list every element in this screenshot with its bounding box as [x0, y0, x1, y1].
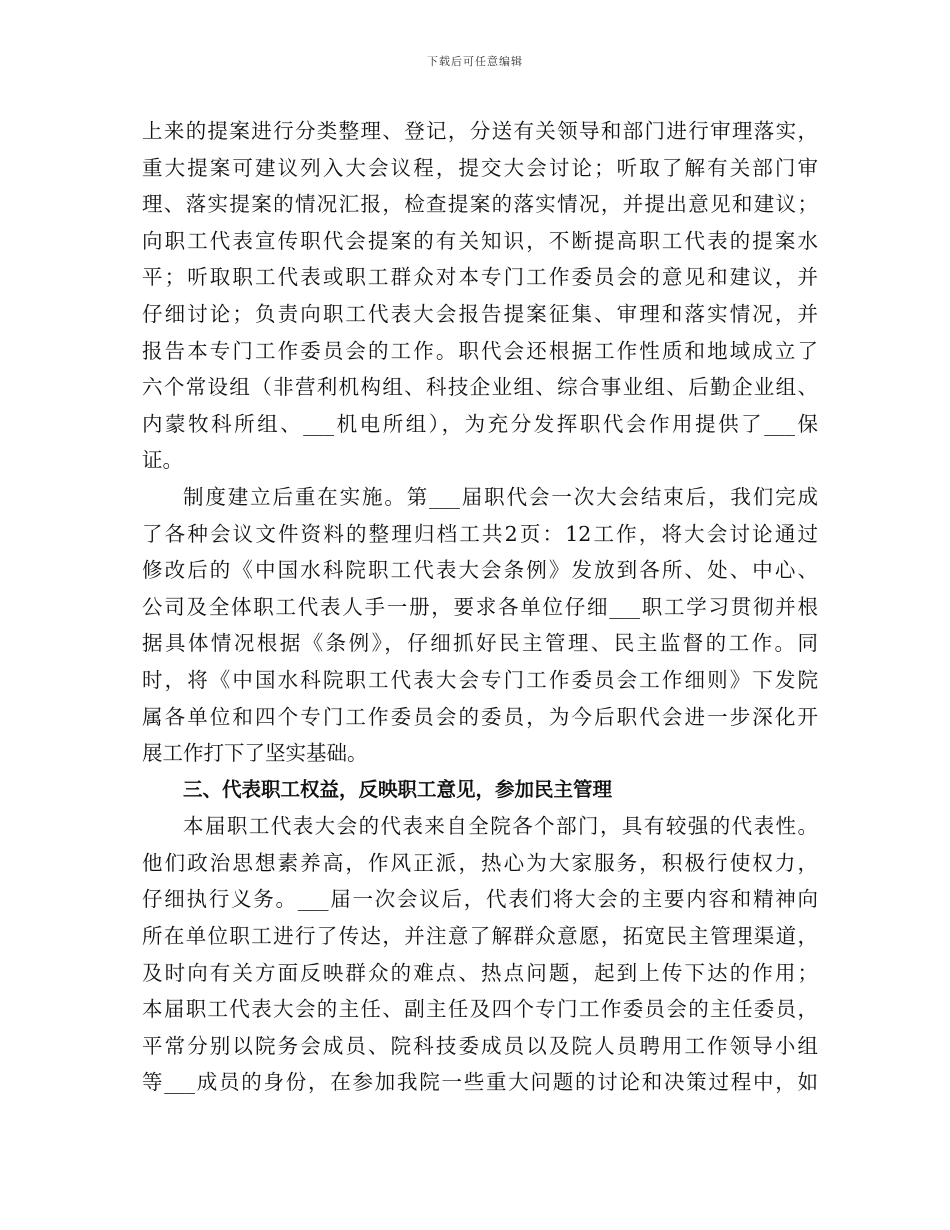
paragraph-first-line: 本届职工代表大会的代表来自全院各个部门，具有较强的代表性。	[183, 814, 818, 839]
body-line: 等___成员的身份，在参加我院一些重大问题的讨论和决策过程中，如	[142, 1070, 818, 1095]
body-line: 据具体情况根据《条例》，仔细抓好民主管理、民主监督的工作。同	[142, 631, 818, 656]
body-line: 仔细执行义务。___届一次会议后，代表们将大会的主要内容和精神向	[142, 887, 818, 912]
body-line: 平；听取职工代表或职工群众对本专门工作委员会的意见和建议，并	[142, 265, 818, 290]
body-line: 向职工代表宣传职代会提案的有关知识，不断提高职工代表的提案水	[142, 228, 818, 253]
body-line: 证。	[142, 448, 183, 473]
body-line: 本届职工代表大会的主任、副主任及四个专门工作委员会的主任委员，	[142, 997, 818, 1022]
section-heading: 三、代表职工权益，反映职工意见，参加民主管理	[183, 777, 613, 801]
body-line: 报告本专门工作委员会的工作。职代会还根据工作性质和地域成立了	[142, 338, 818, 363]
body-line: 了各种会议文件资料的整理归档工共2页：12工作，将大会讨论通过	[142, 521, 818, 546]
body-line: 内蒙牧科所组、___机电所组），为充分发挥职代会作用提供了___保	[142, 411, 818, 436]
document-body	[142, 113, 818, 1101]
paragraph-first-line: 制度建立后重在实施。第___届职代会一次大会结束后，我们完成	[183, 484, 818, 509]
body-line: 所在单位职工进行了传达，并注意了解群众意愿，拓宽民主管理渠道，	[142, 924, 818, 949]
body-line: 他们政治思想素养高，作风正派，热心为大家服务，积极行使权力，	[142, 850, 818, 875]
body-line: 六个常设组（非营利机构组、科技企业组、综合事业组、后勤企业组、	[142, 375, 818, 400]
header-note: 下载后可任意编辑	[427, 55, 523, 68]
body-line: 及时向有关方面反映群众的难点、热点问题，起到上传下达的作用；	[142, 960, 818, 985]
body-line: 上来的提案进行分类整理、登记，分送有关领导和部门进行审理落实，	[142, 119, 818, 143]
body-line: 仔细讨论；负责向职工代表大会报告提案征集、审理和落实情况，并	[142, 301, 818, 326]
body-line: 属各单位和四个专门工作委员会的委员，为今后职代会进一步深化开	[142, 704, 818, 729]
body-line: 展工作打下了坚实基础。	[142, 741, 368, 766]
body-line: 重大提案可建议列入大会议程，提交大会讨论；听取了解有关部门审	[142, 155, 818, 180]
body-line: 时，将《中国水科院职工代表大会专门工作委员会工作细则》下发院	[142, 667, 818, 692]
body-line: 平常分别以院务会成员、院科技委成员以及院人员聘用工作领导小组	[142, 1033, 818, 1058]
body-line: 理、落实提案的情况汇报，检查提案的落实情况，并提出意见和建议；	[142, 192, 818, 217]
body-line: 修改后的《中国水科院职工代表大会条例》发放到各所、处、中心、	[142, 558, 818, 583]
body-line: 公司及全体职工代表人手一册，要求各单位仔细___职工学习贯彻并根	[142, 594, 818, 619]
